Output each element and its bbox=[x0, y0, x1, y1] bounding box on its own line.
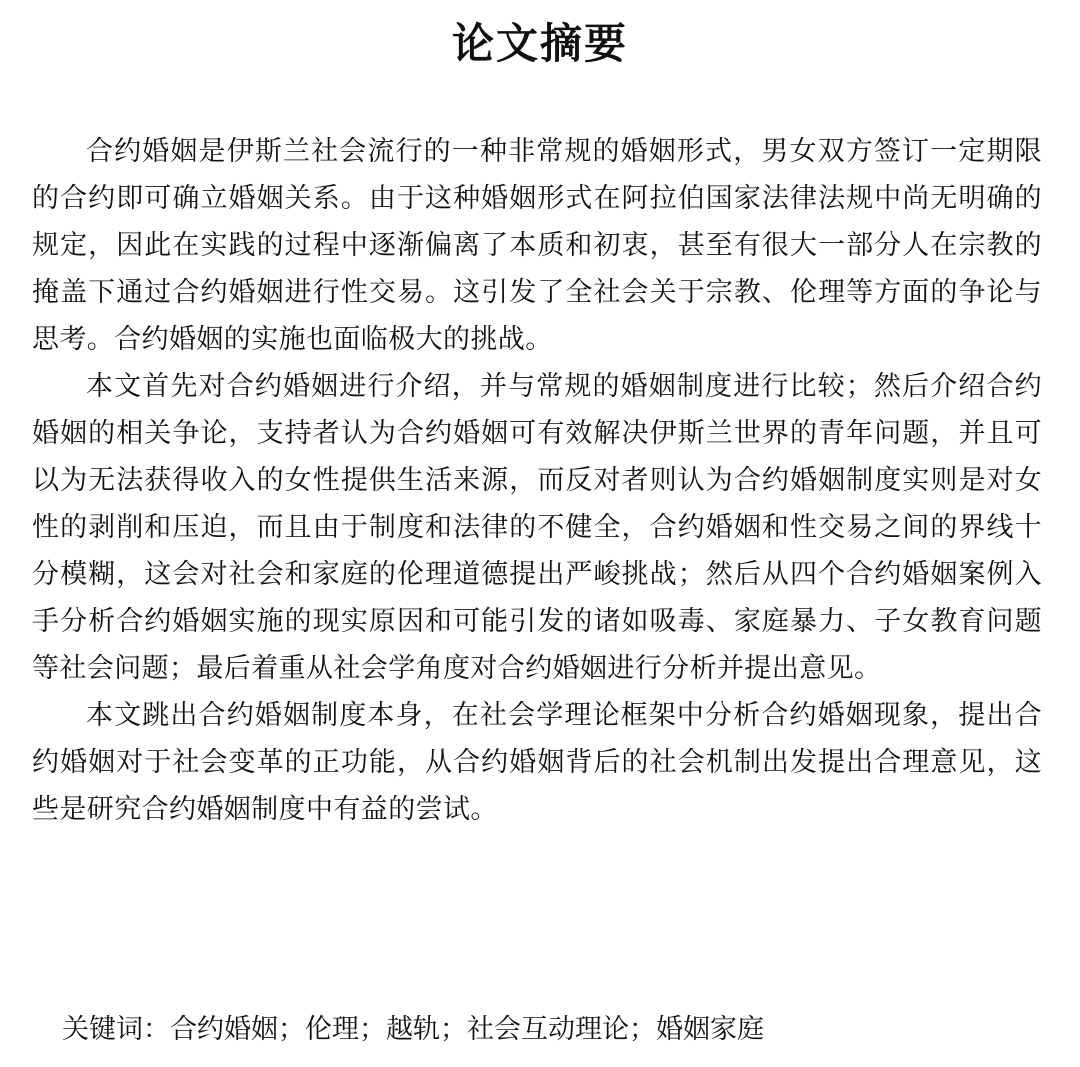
paragraph-2: 本文首先对合约婚姻进行介绍，并与常规的婚姻制度进行比较；然后介绍合约婚姻的相关争论，支持者认为合约婚姻可有效解决伊斯兰世界的青年问题，并且可以为无法获得收入的女性提供生活来源，而反对者则认为合约婚姻制度实则是对女性的剥削和压迫，而且由于制度和法律的不健全，合约婚姻和性交易之间的界线十分模糊，这会对社会和家庭的伦理道德提出严峻挑战；然后从四个合约婚姻案例入手分析合约婚姻实施的现实原因和可能引发的诸如吸毒、家庭暴力、子女教育问题等社会问题；最后着重从社会学角度对合约婚姻进行分析并提出意见。 bbox=[32, 371, 1042, 684]
page-title: 论文摘要 bbox=[451, 19, 628, 68]
keywords-line: 关键词：合约婚姻；伦理；越轨；社会互动理论；婚姻家庭 bbox=[62, 1014, 764, 1045]
paragraph-1: 合约婚姻是伊斯兰社会流行的一种非常规的婚姻形式，男女双方签订一定期限的合约即可确立婚姻关系。由于这种婚姻形式在阿拉伯国家法律法规中尚无明确的规定，因此在实践的过程中逐渐偏离了本质和初衷，甚至有很大一部分人在宗教的掩盖下通过合约婚姻进行性交易。这引发了全社会关于宗教、伦理等方面的争论与思考。合约婚姻的实施也面临极大的挑战。 bbox=[32, 136, 1042, 355]
paragraph-3: 本文跳出合约婚姻制度本身，在社会学理论框架中分析合约婚姻现象，提出合约婚姻对于社会变革的正功能，从合约婚姻背后的社会机制出发提出合理意见，这些是研究合约婚姻制度中有益的尝试。 bbox=[32, 700, 1042, 825]
abstract-body bbox=[32, 128, 1042, 833]
